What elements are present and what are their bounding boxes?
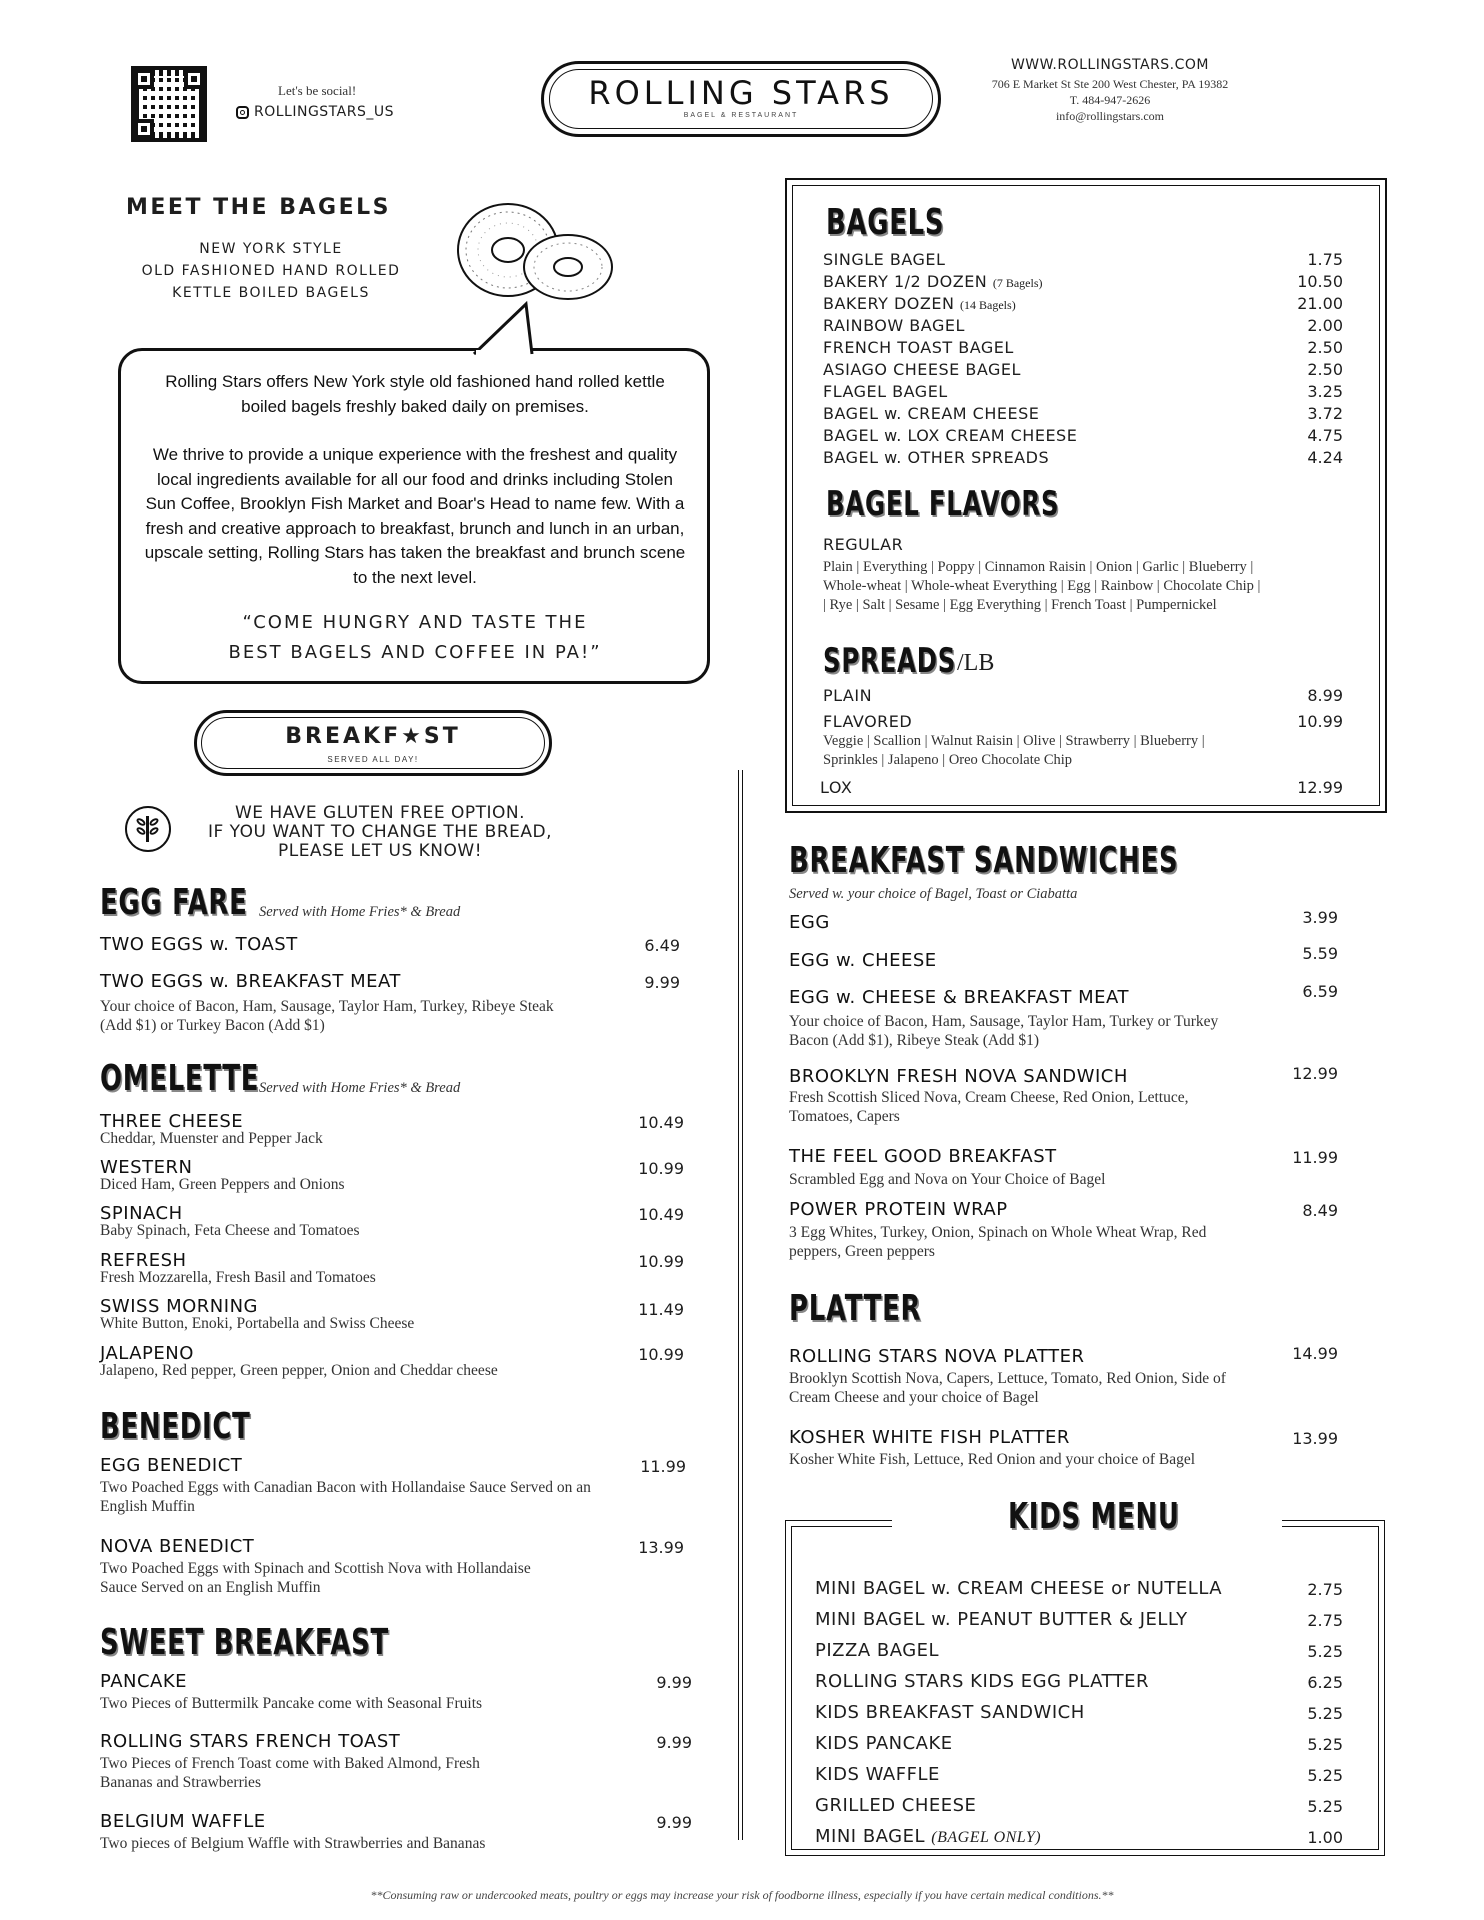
menu-item-price: 10.99: [638, 1252, 684, 1271]
section-title-platter: PLATTER: [789, 1288, 922, 1329]
section-title-omelette: OMELETTE: [100, 1058, 260, 1099]
menu-item-name: NOVA BENEDICT: [100, 1536, 255, 1557]
menu-item-description: Two Pieces of Buttermilk Pancake come with Seasonal Fruits: [100, 1695, 483, 1712]
menu-item-name: TWO EGGS w. BREAKFAST MEAT: [100, 971, 401, 992]
restaurant-logo: [541, 61, 941, 137]
kids-row: MINI BAGEL w. PEANUT BUTTER & JELLY 2.75: [815, 1609, 1343, 1630]
intro-paragraph-1: Rolling Stars offers New York style old fashioned hand rolled kettle boiled bagels freshly baked daily on premises.: [165, 372, 665, 416]
social-row: [236, 104, 394, 120]
menu-item-description: Two Poached Eggs with Spinach and Scottish Nova with Hollandaise Sauce Served on an English Muffin: [100, 1560, 531, 1596]
menu-item-description: Brooklyn Scottish Nova, Capers, Lettuce, Tomato, Red Onion, Side of Cream Cheese and your choice of Bagel: [789, 1370, 1226, 1406]
kids-row: KIDS PANCAKE 5.25: [815, 1733, 1343, 1754]
menu-item-description: Baby Spinach, Feta Cheese and Tomatoes: [100, 1222, 360, 1239]
section-title-bagel-flavors: BAGEL FLAVORS: [826, 484, 1060, 524]
menu-item-name: ROLLING STARS FRENCH TOAST: [100, 1731, 401, 1752]
logo-subtitle: BAGEL & RESTAURANT: [683, 112, 799, 119]
spread-flavors: Veggie | Scallion | Walnut Raisin | Olive | Strawberry | Blueberry | Sprinkles | Jalapeno | Oreo Chocolate Chip: [823, 733, 1205, 768]
gluten-free-notice: WE HAVE GLUTEN FREE OPTION. IF YOU WANT TO CHANGE THE BREAD, PLEASE LET US KNOW!: [207, 803, 553, 861]
section-title-spreads: SPREADS: [823, 641, 957, 681]
menu-item-price: 14.99: [1292, 1344, 1338, 1363]
section-title-breakfast-sandwiches: BREAKFAST SANDWICHES: [789, 840, 1179, 881]
menu-item-name: EGG BENEDICT: [100, 1455, 243, 1476]
bagel-row: FLAGEL BAGEL 3.25: [823, 382, 1343, 401]
kids-row: PIZZA BAGEL 5.25: [815, 1640, 1343, 1661]
breakfast-subtitle: SERVED ALL DAY!: [327, 755, 419, 764]
social-label: Let's be social!: [278, 83, 357, 98]
menu-item-description: Fresh Mozzarella, Fresh Basil and Tomatoes: [100, 1269, 376, 1286]
menu-item-name: EGG w. CHEESE: [789, 950, 937, 971]
logo-name: ROLLING STARS: [588, 74, 894, 112]
bagel-row: ASIAGO CHEESE BAGEL 2.50: [823, 360, 1343, 379]
menu-item-price: 3.99: [1302, 908, 1338, 927]
menu-item-description: Kosher White Fish, Lettuce, Red Onion and your choice of Bagel: [789, 1451, 1196, 1468]
address: 706 E Market St Ste 200 West Chester, PA 19382: [991, 77, 1229, 91]
menu-item-name: BELGIUM WAFFLE: [100, 1811, 266, 1832]
bagel-row: SINGLE BAGEL 1.75: [823, 250, 1343, 269]
menu-item-price: 9.99: [656, 1813, 692, 1832]
menu-item-name: PANCAKE: [100, 1671, 188, 1692]
kids-menu-list: [815, 1568, 1343, 1847]
menu-item-description: Your choice of Bacon, Ham, Sausage, Taylor Ham, Turkey, Ribeye Steak (Add $1) or Turkey Bacon (Add $1): [100, 998, 554, 1034]
menu-item-price: 13.99: [638, 1538, 684, 1557]
menu-item-price: 6.59: [1302, 982, 1338, 1001]
menu-item-name: SWISS MORNING: [100, 1296, 258, 1317]
menu-item-description: Jalapeno, Red pepper, Green pepper, Onion and Cheddar cheese: [100, 1362, 498, 1379]
spread-name: FLAVORED: [823, 712, 913, 731]
menu-item-price: 11.99: [640, 1457, 686, 1476]
menu-item-price: 12.99: [1292, 1064, 1338, 1083]
menu-item-name: THREE CHEESE: [100, 1111, 244, 1132]
spreads-unit: /LB: [957, 650, 995, 676]
flavors-list: Plain | Everything | Poppy | Cinnamon Raisin | Onion | Garlic | Blueberry | Whole-wheat | Whole-wheat Everything | Egg | Rainbow | Chocolate Chip | | Rye | Salt | Sesame | Egg Everything | French Toast | Pumpernickel: [823, 559, 1261, 613]
menu-item-name: EGG w. CHEESE & BREAKFAST MEAT: [789, 987, 1129, 1008]
contact-block: [960, 57, 1260, 124]
spread-price: 12.99: [1297, 778, 1343, 797]
speech-bubble-tail: [470, 300, 540, 356]
menu-item-price: 10.99: [638, 1159, 684, 1178]
kids-row: GRILLED CHEESE 5.25: [815, 1795, 1343, 1816]
menu-item-price: 9.99: [644, 973, 680, 992]
section-title-kids-menu: KIDS MENU: [1008, 1496, 1180, 1537]
menu-item-description: Scrambled Egg and Nova on Your Choice of Bagel: [789, 1171, 1106, 1188]
intro-paragraph-2: We thrive to provide a unique experience with the freshest and quality local ingredients available for all our food and drinks including Stolen Sun Coffee, Brooklyn Fish Market and Boar's Head to name few. With a fresh and creative approach to breakfast, brunch and lunch in an urban, upscale setting, Rolling Stars has taken the breakfast and brunch scene to the next level.: [144, 445, 686, 587]
breakfast-banner: [194, 710, 552, 776]
section-title-benedict: BENEDICT: [100, 1406, 251, 1447]
section-title-egg-fare: EGG FARE: [100, 882, 248, 923]
menu-item-description: Cheddar, Muenster and Pepper Jack: [100, 1130, 323, 1147]
spread-name: LOX: [820, 778, 853, 797]
phone[interactable]: T. 484-947-2626: [1069, 93, 1151, 107]
menu-item-price: 9.99: [656, 1673, 692, 1692]
menu-item-price: 11.99: [1292, 1148, 1338, 1167]
breakfast-title: BREAKF★ST: [285, 724, 461, 749]
menu-item-description: 3 Egg Whites, Turkey, Onion, Spinach on Whole Wheat Wrap, Red peppers, Green peppers: [789, 1224, 1207, 1260]
bagel-row: BAGEL w. CREAM CHEESE 3.72: [823, 404, 1343, 423]
menu-item-name: BROOKLYN FRESH NOVA SANDWICH: [789, 1066, 1128, 1087]
menu-item-price: 9.99: [656, 1733, 692, 1752]
bagel-row: FRENCH TOAST BAGEL 2.50: [823, 338, 1343, 357]
bagel-row: BAKERY DOZEN (14 Bagels) 21.00: [823, 294, 1343, 313]
bagel-row: BAKERY 1/2 DOZEN (7 Bagels) 10.50: [823, 272, 1343, 291]
bagel-illustration: [450, 195, 620, 315]
kids-row: MINI BAGEL (BAGEL ONLY) 1.00: [815, 1826, 1343, 1847]
spread-price: 8.99: [1307, 686, 1343, 705]
flavors-label: REGULAR: [823, 535, 904, 554]
menu-item-price: 6.49: [644, 936, 680, 955]
menu-item-price: 11.49: [638, 1300, 684, 1319]
menu-item-name: POWER PROTEIN WRAP: [789, 1199, 1008, 1220]
kids-row: MINI BAGEL w. CREAM CHEESE or NUTELLA 2.75: [815, 1578, 1343, 1599]
menu-item-price: 10.49: [638, 1113, 684, 1132]
menu-item-name: REFRESH: [100, 1250, 187, 1271]
menu-item-description: White Button, Enoki, Portabella and Swiss Cheese: [100, 1315, 415, 1332]
menu-item-name: ROLLING STARS NOVA PLATTER: [789, 1346, 1085, 1367]
spread-name: PLAIN: [823, 686, 873, 705]
food-safety-disclaimer: **Consuming raw or undercooked meats, poultry or eggs may increase your risk of foodborne illness, especially if you have certain medical conditions.**: [370, 1888, 1114, 1902]
kids-row: KIDS BREAKFAST SANDWICH 5.25: [815, 1702, 1343, 1723]
menu-item-name: WESTERN: [100, 1157, 193, 1178]
omelette-note: Served with Home Fries* & Bread: [259, 1080, 461, 1096]
section-title-sweet-breakfast: SWEET BREAKFAST: [100, 1622, 389, 1663]
instagram-icon: [236, 106, 249, 119]
meet-subtitle: NEW YORK STYLE OLD FASHIONED HAND ROLLED KETTLE BOILED BAGELS: [141, 241, 401, 301]
kids-row: KIDS WAFFLE 5.25: [815, 1764, 1343, 1785]
social-handle[interactable]: ROLLINGSTARS_US: [254, 104, 394, 120]
menu-item-name: TWO EGGS w. TOAST: [100, 934, 298, 955]
menu-item-price: 5.59: [1302, 944, 1338, 963]
intro-quote: “COME HUNGRY AND TASTE THE BEST BAGELS AND COFFEE IN PA!”: [228, 612, 602, 663]
menu-item-description: Diced Ham, Green Peppers and Onions: [100, 1176, 345, 1193]
section-title-bagels: BAGELS: [826, 202, 945, 243]
menu-item-price: 8.49: [1302, 1201, 1338, 1220]
intro-text: [140, 370, 690, 590]
menu-item-description: Two Poached Eggs with Canadian Bacon with Hollandaise Sauce Served on an English Muffin: [100, 1479, 591, 1515]
menu-item-name: SPINACH: [100, 1203, 183, 1224]
website-link[interactable]: WWW.ROLLINGSTARS.COM: [1010, 57, 1210, 73]
menu-item-name: THE FEEL GOOD BREAKFAST: [789, 1146, 1057, 1167]
bagel-row: RAINBOW BAGEL 2.00: [823, 316, 1343, 335]
qr-code[interactable]: [131, 66, 207, 142]
menu-item-description: Two pieces of Belgium Waffle with Strawberries and Bananas: [100, 1835, 486, 1852]
menu-item-name: KOSHER WHITE FISH PLATTER: [789, 1427, 1070, 1448]
menu-item-description: Two Pieces of French Toast come with Baked Almond, Fresh Bananas and Strawberries: [100, 1755, 480, 1791]
egg-fare-note: Served with Home Fries* & Bread: [259, 904, 461, 920]
column-divider: [738, 770, 743, 1840]
menu-item-description: Your choice of Bacon, Ham, Sausage, Taylor Ham, Turkey or Turkey Bacon (Add $1), Ribeye Steak (Add $1): [789, 1013, 1219, 1049]
wheat-icon: [125, 806, 171, 852]
bagels-list: [823, 250, 1343, 470]
menu-item-name: JALAPENO: [100, 1343, 194, 1364]
spread-price: 10.99: [1297, 712, 1343, 731]
menu-item-description: Fresh Scottish Sliced Nova, Cream Cheese, Red Onion, Lettuce, Tomatoes, Capers: [789, 1089, 1189, 1125]
bagel-row: BAGEL w. LOX CREAM CHEESE 4.75: [823, 426, 1343, 445]
meet-title: MEET THE BAGELS: [126, 195, 391, 220]
menu-item-price: 13.99: [1292, 1429, 1338, 1448]
kids-row: ROLLING STARS KIDS EGG PLATTER 6.25: [815, 1671, 1343, 1692]
menu-item-name: EGG: [789, 912, 830, 933]
bagel-row: BAGEL w. OTHER SPREADS 4.24: [823, 448, 1343, 467]
menu-item-price: 10.49: [638, 1205, 684, 1224]
menu-item-price: 10.99: [638, 1345, 684, 1364]
email[interactable]: info@rollingstars.com: [1055, 109, 1165, 123]
sandwiches-note: Served w. your choice of Bagel, Toast or Ciabatta: [789, 886, 1078, 902]
